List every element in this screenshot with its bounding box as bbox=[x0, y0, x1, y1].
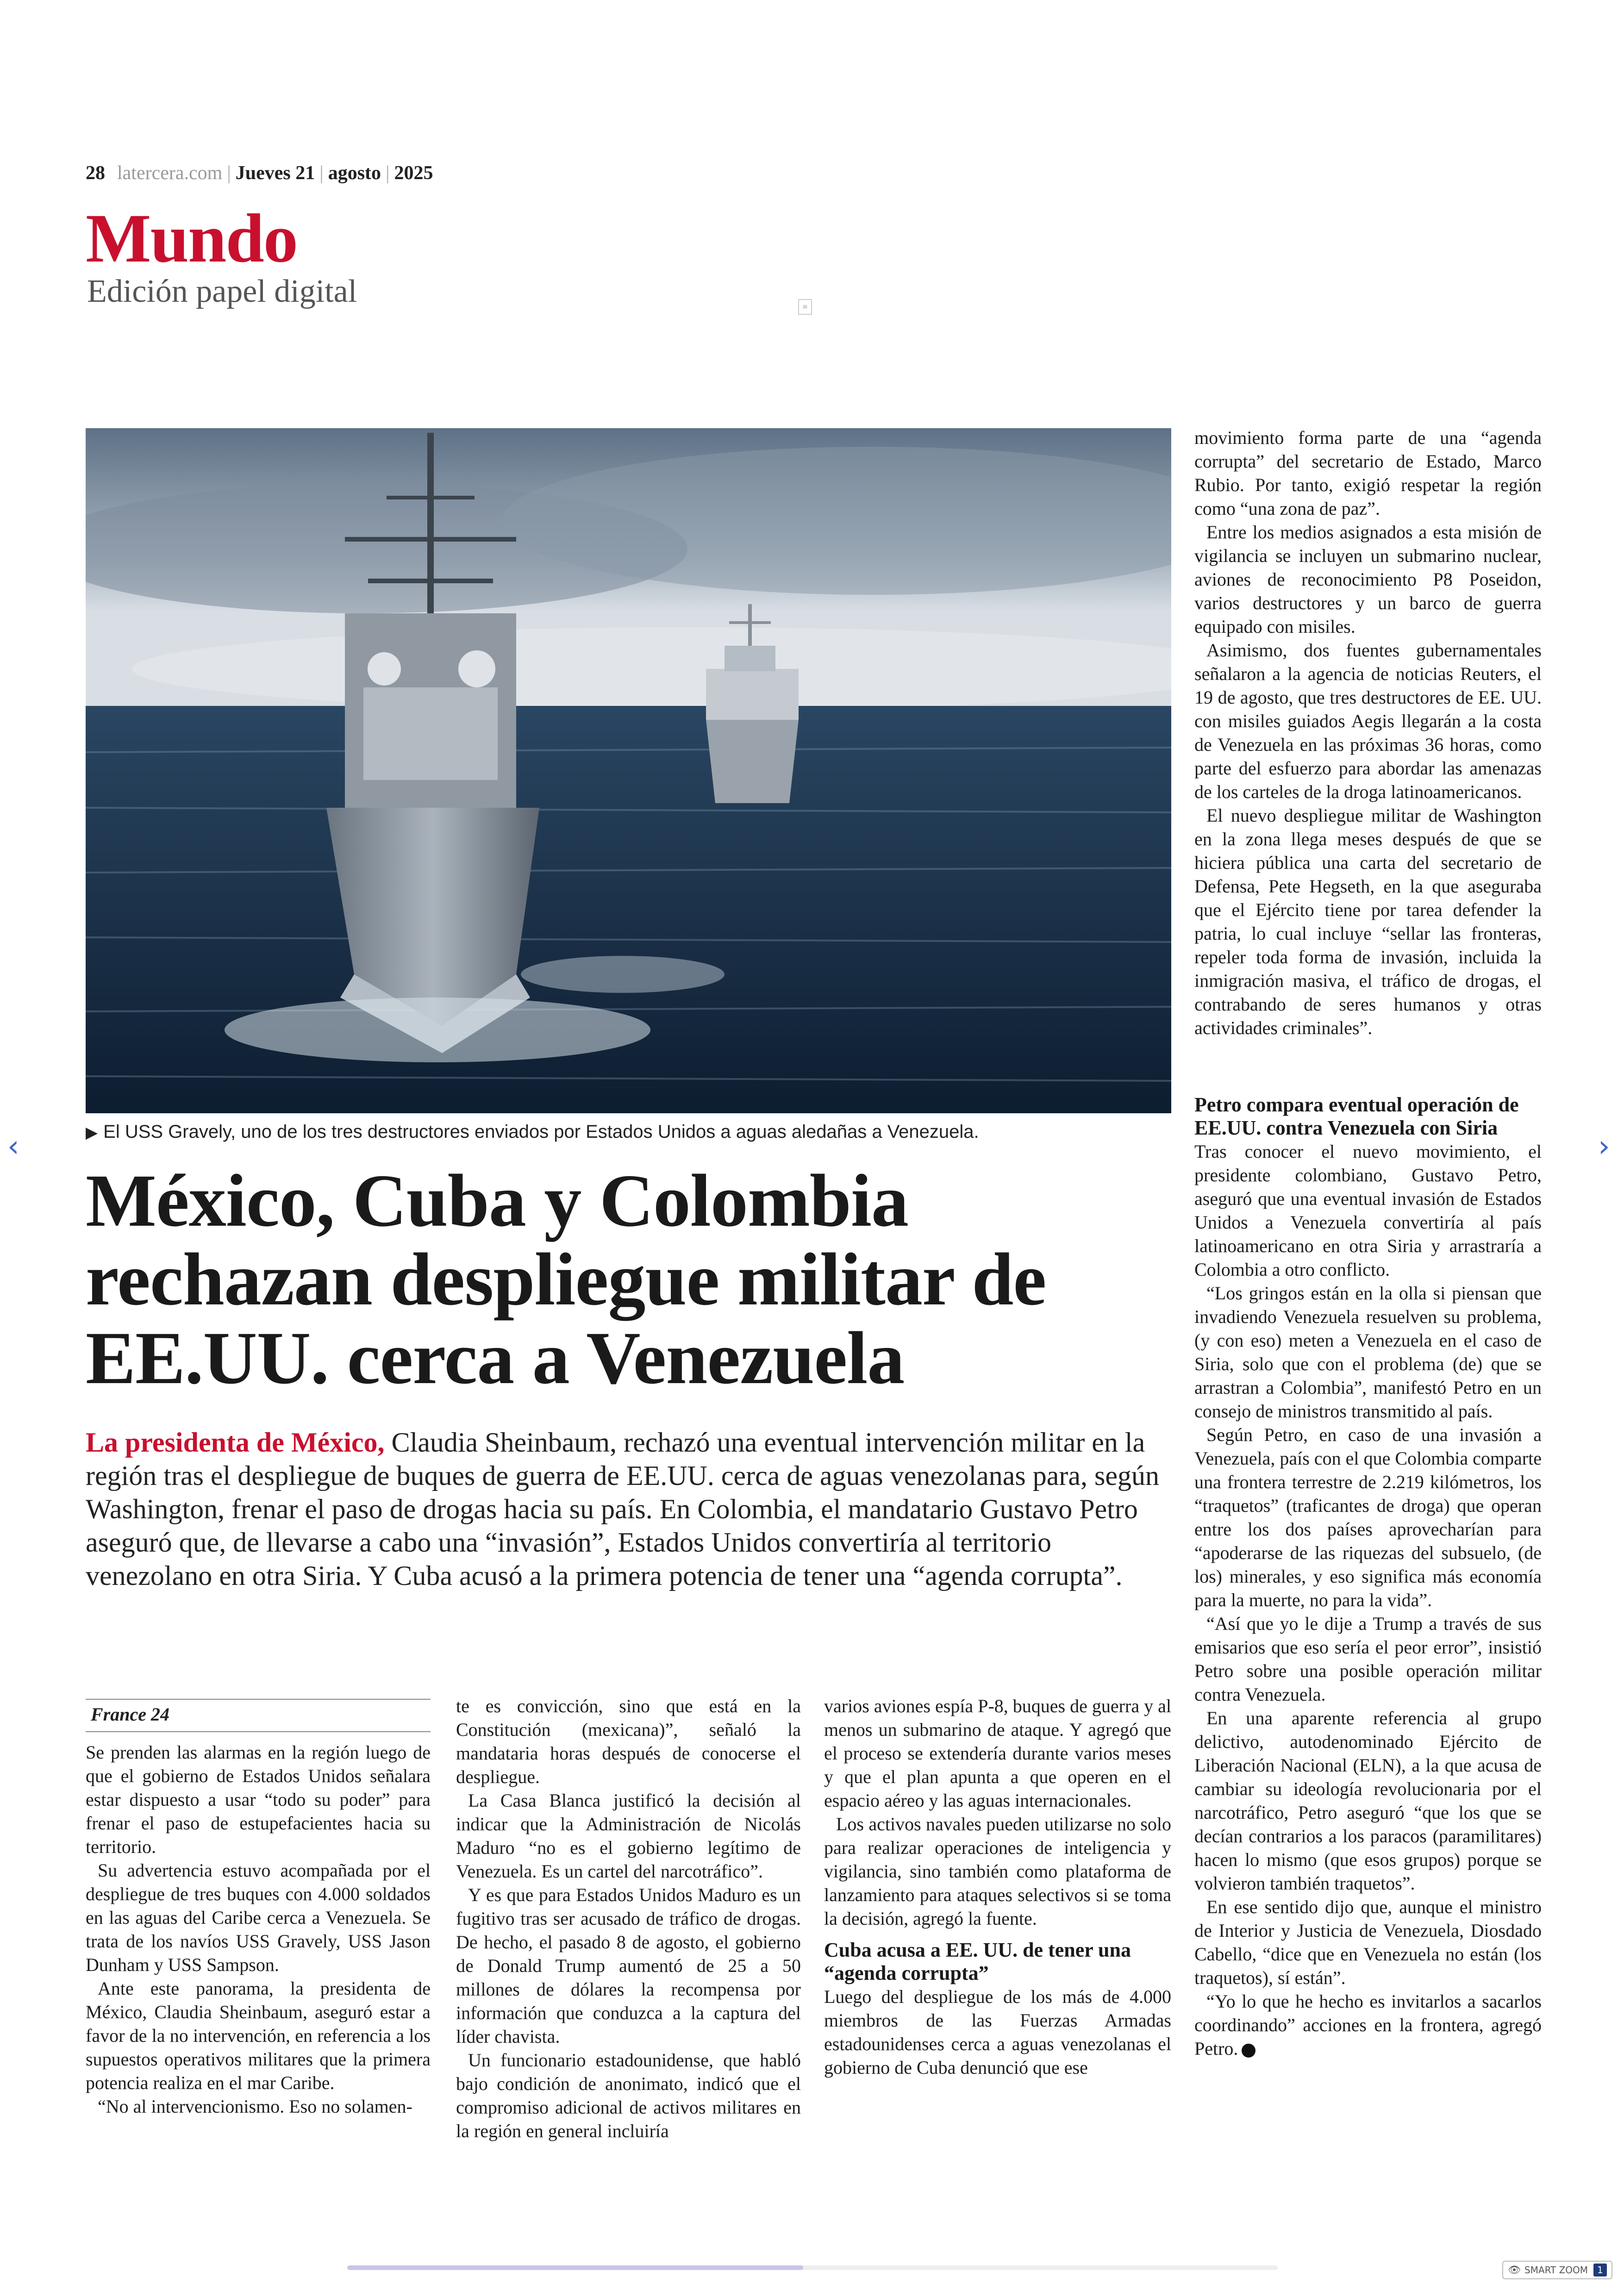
byline: France 24 bbox=[91, 1704, 169, 1725]
page-marker-icon: ≡ bbox=[798, 299, 812, 315]
subheading-petro: Petro compara eventual operación de EE.UU. contra Venezuela con Siria bbox=[1194, 1093, 1519, 1139]
date-day: Jueves 21 bbox=[235, 162, 315, 184]
byline-divider-bottom bbox=[86, 1731, 431, 1732]
chevron-left-icon[interactable]: ‹ bbox=[7, 1129, 19, 1164]
body-column-2 bbox=[456, 1694, 801, 2143]
paragraph: Y es que para Estados Unidos Maduro es un fugitivo tras ser acusado de tráfico de drogas. De hecho, el pasado 8 de agosto, el gobierno de Donald Trump aumentó de 25 a 50 millones de dólares la recompensa por información que conduzca a la captura del líder chavista. bbox=[456, 1884, 801, 2047]
paragraph: varios aviones espía P-8, buques de guerra y al menos un submarino de ataque. Y agregó que el proceso se extendería durante varios meses y que el plan apunta a que operen en el espacio aéreo y las aguas internacionales. bbox=[824, 1696, 1171, 1811]
section-title: Mundo bbox=[86, 200, 297, 277]
end-mark-icon bbox=[1242, 2044, 1255, 2058]
paragraph: Ante este panorama, la presidenta de México, Claudia Sheinbaum, aseguró estar a favor de la no intervención, en referencia a los supuestos operativos militares que la primera potencia realiza en el mar Caribe. bbox=[86, 1978, 431, 2093]
article-lead bbox=[86, 1426, 1171, 1592]
paragraph-text: “Yo lo que he hecho es invitarlos a sacarlos coordinando” acciones en la frontera, agregó Petro. bbox=[1194, 1991, 1542, 2059]
page-progress-fill bbox=[347, 2265, 803, 2270]
section-subtitle: Edición papel digital bbox=[87, 274, 357, 309]
paragraph: Un funcionario estadounidense, que habló bajo condición de anonimato, indicó que el compromiso adicional de activos militares en la región en general incluiría bbox=[456, 2050, 801, 2141]
lead-highlight: La presidenta de México, bbox=[86, 1427, 385, 1458]
photo-caption bbox=[86, 1122, 1171, 1142]
body-column-3 bbox=[824, 1694, 1171, 2079]
paragraph: “Así que yo le dije a Trump a través de sus emisarios que eso sería el peor error”, insistió Petro sobre una posible operación militar contra Venezuela. bbox=[1194, 1613, 1542, 1705]
paragraph: Luego del despliegue de los más de 4.000 miembros de las Fuerzas Armadas estadounidenses cerca a aguas venezolanas el gobierno de Cuba denunció que ese bbox=[824, 1986, 1171, 2078]
caption-text: El USS Gravely, uno de los tres destructores enviados por Estados Unidos a aguas aledañas a Venezuela. bbox=[103, 1122, 979, 1142]
body-column-4-continued bbox=[1194, 1093, 1542, 2060]
paragraph: Asimismo, dos fuentes gubernamentales señalaron a la agencia de noticias Reuters, el 19 de agosto, que tres destructores de EE. UU. con misiles guiados Aegis llegarán a la costa de Venezuela en las próximas 36 horas, como parte del esfuerzo para abordar las amenazas de los carteles de la droga latinoamericanos. bbox=[1194, 640, 1542, 802]
page-count-badge: 1 bbox=[1593, 2264, 1607, 2276]
paragraph: La Casa Blanca justificó la decisión al indicar que la Administración de Nicolás Maduro “no es el gobierno legítimo de Venezuela. Es un cartel del narcotráfico”. bbox=[456, 1790, 801, 1882]
paragraph: El nuevo despliegue militar de Washington en la zona llega meses después de que se hiciera pública una carta del secretario de Defensa, Pete Hegseth, en la que aseguraba que el Ejército tiene por tarea defender la patria, lo cual incluye “sellar las fronteras, repeler toda forma de invasión, incluida la inmigración masiva, el tráfico de drogas, el contrabando de seres humanos y otras actividades criminales”. bbox=[1194, 805, 1542, 1038]
paragraph: En ese sentido dijo que, aunque el ministro de Interior y Justicia de Venezuela, Diosdado Cabello, “dice que en Venezuela no están (los traquetos), sí están”. bbox=[1194, 1896, 1542, 1988]
paragraph: Según Petro, en caso de una invasión a Venezuela, país con el que Colombia comparte una frontera terrestre de 2.219 kilómetros, los “traquetos” (traficantes de droga) que operan entre los dos países aprovecharían para “apoderarse de las riquezas del subsuelo, (de los) minerales, y eso significa más economía para la muerte, no para la vida”. bbox=[1194, 1424, 1542, 1610]
body-column-1 bbox=[86, 1740, 431, 2118]
caption-arrow-icon: ▶ bbox=[86, 1124, 98, 1141]
paragraph: Tras conocer el nuevo movimiento, el presidente colombiano, Gustavo Petro, aseguró que una eventual invasión de Estados Unidos a Venezuela convertiría al país latinoamericano en otra Siria y arrastraría a Colombia a otro conflicto. bbox=[1194, 1141, 1542, 1280]
article-photo bbox=[86, 428, 1171, 1113]
eye-icon: 👁 bbox=[1508, 2264, 1521, 2276]
date-month: agosto bbox=[328, 162, 381, 184]
article-headline: México, Cuba y Colombia rechazan despliegue militar de EE.UU. cerca a Venezuela bbox=[86, 1160, 1046, 1400]
byline-divider-top bbox=[86, 1699, 431, 1700]
paragraph: movimiento forma parte de una “agenda corrupta” del secretario de Estado, Marco Rubio. Por tanto, exigió respetar la región como “una zona de paz”. bbox=[1194, 427, 1542, 519]
paragraph-final bbox=[1194, 1989, 1542, 2060]
chevron-right-icon[interactable]: › bbox=[1598, 1129, 1610, 1164]
site-name: latercera.com bbox=[117, 162, 223, 184]
smart-zoom-button[interactable] bbox=[1502, 2261, 1612, 2279]
body-column-4 bbox=[1194, 426, 1542, 1040]
warship-illustration bbox=[86, 428, 1171, 1113]
lead-text: Claudia Sheinbaum, rechazó una eventual intervención militar en la región tras el despliegue de buques de guerra de EE.UU. cerca de aguas venezolanas para, según Washington, frenar el paso de drogas hacia su país. En Colombia, el mandatario Gustavo Petro aseguró que, de llevarse a cabo una “invasión”, Estados Unidos convertiría al territorio venezolano en otra Siria. Y Cuba acusó a la primera potencia de tener una “agenda corrupta”. bbox=[86, 1427, 1159, 1591]
date-year: 2025 bbox=[394, 162, 433, 184]
paragraph: Entre los medios asignados a esta misión de vigilancia se incluyen un submarino nuclear, aviones de reconocimiento P8 Poseidon, varios destructores y un barco de guerra equipado con misiles. bbox=[1194, 522, 1542, 637]
paragraph: “No al intervencionismo. Eso no solamen- bbox=[98, 2096, 412, 2117]
paragraph: En una aparente referencia al grupo delictivo, autodenominado Ejército de Liberación Nacional (ELN), a la que acusa de cambiar su ideología revolucionaria por el narcotráfico, Petro aseguró “que los que se decían contrarios a los paracos (paramilitares) hacen lo mismo (que esos grupos) porque se volvieron también traquetos”. bbox=[1194, 1708, 1542, 1894]
paragraph: Su advertencia estuvo acompañada por el despliegue de tres buques con 4.000 soldados en las aguas del Caribe cerca a Venezuela. Se trata de los navíos USS Gravely, USS Jason Dunham y USS Sampson. bbox=[86, 1860, 431, 1975]
folio-line: 28 latercera.com | Jueves 21 | agosto | 2025 bbox=[86, 162, 433, 184]
paragraph: “Los gringos están en la olla si piensan que invadiendo Venezuela resuelven su problema, (y con eso) meten a Venezuela en el caso de Siria, solo que con el problema (de) que se arrastran a Colombia”, manifestó Petro en un consejo de ministros transmitido al país. bbox=[1194, 1283, 1542, 1422]
subheading-cuba: Cuba acusa a EE. UU. de tener una “agenda corrupta” bbox=[824, 1939, 1131, 1984]
paragraph: te es convicción, sino que está en la Constitución (mexicana)”, señaló la mandataria horas después de conocerse el despliegue. bbox=[456, 1696, 801, 1787]
smart-zoom-label: SMART ZOOM bbox=[1524, 2264, 1588, 2276]
paragraph: Se prenden las alarmas en la región luego de que el gobierno de Estados Unidos señalara estar dispuesto a usar “todo su poder” para frenar el paso de estupefacientes hacia su territorio. bbox=[86, 1742, 431, 1857]
paragraph: Los activos navales pueden utilizarse no solo para realizar operaciones de inteligencia y vigilancia, sino también como plataforma de lanzamiento para ataques selectivos si se toma la decisión, agregó la fuente. bbox=[824, 1814, 1171, 1929]
page-number: 28 bbox=[86, 162, 105, 184]
